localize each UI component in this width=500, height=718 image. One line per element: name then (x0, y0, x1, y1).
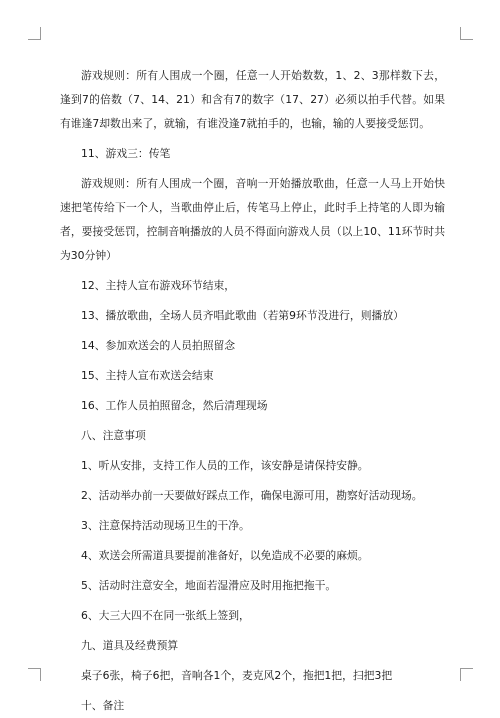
crop-mark-top-right (460, 27, 473, 40)
paragraph-note-1: 1、听从安排，支持工作人员的工作，该安静是请保持安静。 (81, 459, 369, 472)
paragraph-step-16: 16、工作人员拍照留念，然后清理现场 (81, 399, 268, 412)
paragraph-note-4: 4、欢送会所需道具要提前准备好，以免造成不必要的麻烦。 (81, 549, 369, 562)
crop-mark-top-left (28, 27, 41, 40)
paragraph-note-6: 6、大三大四不在同一张纸上签到， (81, 609, 250, 622)
section-heading-budget: 九、道具及经费预算 (81, 639, 179, 652)
paragraph-step-15: 15、主持人宣布欢送会结束 (81, 369, 214, 382)
crop-mark-bottom-right (460, 668, 473, 681)
paragraph-note-5: 5、活动时注意安全，地面若湿滑应及时用拖把拖干。 (81, 579, 337, 592)
paragraph-game-three-title: 11、游戏三：传笔 (81, 147, 171, 160)
paragraph-game-three-rules: 游戏规则：所有人围成一个圈，音响一开始播放歌曲，任意一人马上开始快速把笔传给下一个人，当歌曲停止后，传笔马上停止，此时手上持笔的人即为输者，要接受惩罚，控制音响播放的人员不得面向游戏人员（以上10、11环节时共为30分钟） (60, 177, 445, 262)
crop-mark-bottom-left (28, 668, 41, 681)
paragraph-step-12: 12、主持人宣布游戏环节结束， (81, 279, 236, 292)
paragraph-budget-items: 桌子6张，椅子6把，音响各1个，麦克风2个，拖把1把，扫把3把 (81, 669, 393, 682)
section-heading-notes: 八、注意事项 (81, 429, 146, 442)
document-body (60, 64, 445, 718)
paragraph-step-14: 14、参加欢送会的人员拍照留念 (81, 339, 236, 352)
section-heading-remarks: 十、备注 (81, 699, 125, 712)
paragraph-note-2: 2、活动举办前一天要做好踩点工作，确保电源可用，勘察好活动现场。 (81, 489, 423, 502)
paragraph-note-3: 3、注意保持活动现场卫生的干净。 (81, 519, 250, 532)
paragraph-step-13: 13、播放歌曲，全场人员齐唱此歌曲（若第9环节没进行，则播放） (81, 309, 404, 322)
paragraph-game-rules-7: 游戏规则：所有人围成一个圈，任意一人开始数数，1、2、3那样数下去，逢到7的倍数（7、14、21）和含有7的数字（17、27）必须以拍手代替。如果有谁逢7却数出来了，就输，有谁没逢7就拍手的，也输，输的人要接受惩罚。 (60, 69, 445, 130)
